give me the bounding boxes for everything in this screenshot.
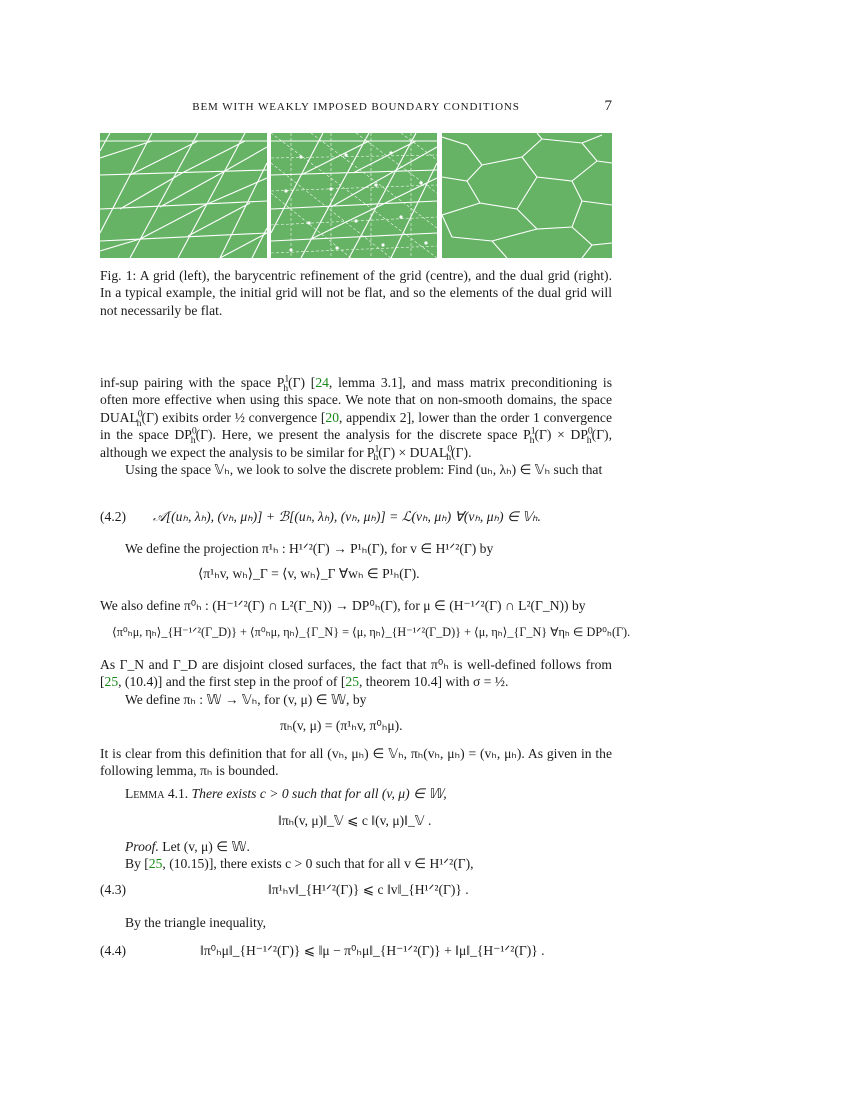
paragraph-projection-0: We also define π⁰ₕ : (H⁻¹ᐟ²(Γ) ∩ L²(Γ_N)) → DP⁰ₕ(Γ), for μ ∈ (H⁻¹ᐟ²(Γ) ∩ L²(Γ_N)) by — [100, 598, 586, 613]
paragraph-define-pih: We define πₕ : 𝕎 → 𝕍ₕ, for (v, μ) ∈ 𝕎, by — [125, 691, 367, 707]
equation-body: 𝒜[(uₕ, λₕ), (vₕ, μₕ)] + ℬ[(uₕ, λₕ), (vₕ, μₕ)] = ℒ(vₕ, μₕ) ∀(vₕ, μₕ) ∈ 𝕍ₕ. — [153, 509, 541, 524]
proof: Proof. Let (v, μ) ∈ 𝕎. By [25, (10.15)], there exists c > 0 such that for all v ∈ H¹ᐟ²(Γ), — [125, 839, 474, 872]
equation-body: ⟨π⁰ₕμ, ηₕ⟩_{H⁻¹ᐟ²(Γ_D)} + ⟨π⁰ₕμ, ηₕ⟩_{Γ_N} = ⟨μ, ηₕ⟩_{H⁻¹ᐟ²(Γ_D)} + ⟨μ, ηₕ⟩_{Γ_N} ∀ηₕ ∈ DP⁰ₕ(Γ). — [112, 625, 631, 639]
dual-hexagonal-grid-icon — [442, 133, 612, 258]
citation-25[interactable]: 25 — [345, 674, 359, 690]
figure-1 — [100, 133, 612, 258]
equation-4-3 — [100, 882, 612, 902]
triangular-mesh-icon — [100, 133, 267, 258]
equation-body: πₕ(v, μ) = (π¹ₕv, π⁰ₕμ). — [280, 718, 403, 733]
equation-number: (4.4) — [100, 943, 127, 958]
citation-25[interactable]: 25 — [148, 856, 163, 872]
equation-projection-0 — [100, 625, 631, 645]
running-title: BEM WITH WEAKLY IMPOSED BOUNDARY CONDITIONS — [192, 101, 520, 113]
equation-number: (4.2) — [100, 509, 127, 524]
equation-pih — [100, 718, 612, 738]
equation-body: ‖π⁰ₕμ‖_{H⁻¹ᐟ²(Γ)} ⩽ ‖μ − π⁰ₕμ‖_{H⁻¹ᐟ²(Γ)} + ‖μ‖_{H⁻¹ᐟ²(Γ)} . — [200, 943, 545, 958]
citation-25[interactable]: 25 — [104, 674, 119, 690]
paragraph-discrete-problem: Using the space 𝕍ₕ, we look to solve the discrete problem: Find (uₕ, λₕ) ∈ 𝕍ₕ such that — [125, 462, 603, 478]
citation-24[interactable]: 24 — [315, 375, 329, 390]
citation-20[interactable]: 20 — [325, 409, 339, 425]
paragraph-inf-sup: inf-sup pairing with the space $P^1_h(\Gamma)$ [24, lemma 3.1], and mass matrix preconditioning is often more effective when using this space. We note that on non-smooth domains, the space $DUAL^0_h(\Gamma)$ exibits order ½ convergence [20, appendix 2], lower than the order 1 convergence in the space $DP^0_h(\Gamma)$. Here, we present the analysis for the discrete space $P^1_h(\Gamma) \times DP^0_h(\Gamma)$, although we expect the analysis to be similar for $P^1_h(\Gamma)$ × $DUAL^0_h(\Gamma)$. Using the space 𝕍ₕ, we look to solve the discrete problem: Find (uₕ, λₕ) ∈ 𝕍ₕ such that — [100, 373, 612, 478]
equation-lemma — [100, 813, 612, 833]
figure-caption: Fig. 1: A grid (left), the barycentric refinement of the grid (centre), and the dual grid (right). In a typical example, the initial grid will not be flat, and so the elements of the dual grid will not necessarily be flat. — [100, 268, 612, 318]
equation-body: ‖πₕ(v, μ)‖_𝕍 ⩽ c ‖(v, μ)‖_𝕍 . — [278, 813, 432, 828]
equation-4-2 — [100, 509, 612, 529]
running-header — [100, 98, 612, 119]
lemma-4-1 — [100, 785, 612, 802]
lemma-statement: There exists c > 0 such that for all (v, μ) ∈ 𝕎, — [191, 786, 447, 801]
page-number: 7 — [604, 98, 612, 114]
equation-number: (4.3) — [100, 882, 127, 897]
paragraph-well-defined: As Γ_N and Γ_D are disjoint closed surfaces, the fact that π⁰ₕ is well-defined follows from [25, (10.4)] and the first step in the proof of [25, theorem 10.4] with σ = ½. We define πₕ : 𝕎 → 𝕍ₕ, for (v, μ) ∈ 𝕎, by — [100, 657, 612, 707]
equation-projection-1 — [100, 566, 612, 586]
paragraph-triangle: By the triangle inequality, — [125, 915, 267, 930]
barycentric-refinement-icon — [271, 133, 437, 258]
equation-body: ⟨π¹ₕv, wₕ⟩_Γ = ⟨v, wₕ⟩_Γ ∀wₕ ∈ P¹ₕ(Γ). — [198, 566, 420, 581]
equation-4-4 — [100, 943, 612, 963]
paragraph-projection-1: We define the projection π¹ₕ : H¹ᐟ²(Γ) → P¹ₕ(Γ), for v ∈ H¹ᐟ²(Γ) by — [125, 541, 494, 556]
equation-body: ‖π¹ₕv‖_{H¹ᐟ²(Γ)} ⩽ c ‖v‖_{H¹ᐟ²(Γ)} . — [268, 882, 469, 897]
paragraph-bounded: It is clear from this definition that for all (vₕ, μₕ) ∈ 𝕍ₕ, πₕ(vₕ, μₕ) = (vₕ, μₕ). As given in the following lemma, πₕ is bounded. — [100, 746, 612, 779]
lemma-label: Lemma 4.1. — [125, 786, 189, 801]
proof-label: Proof. — [125, 839, 159, 854]
